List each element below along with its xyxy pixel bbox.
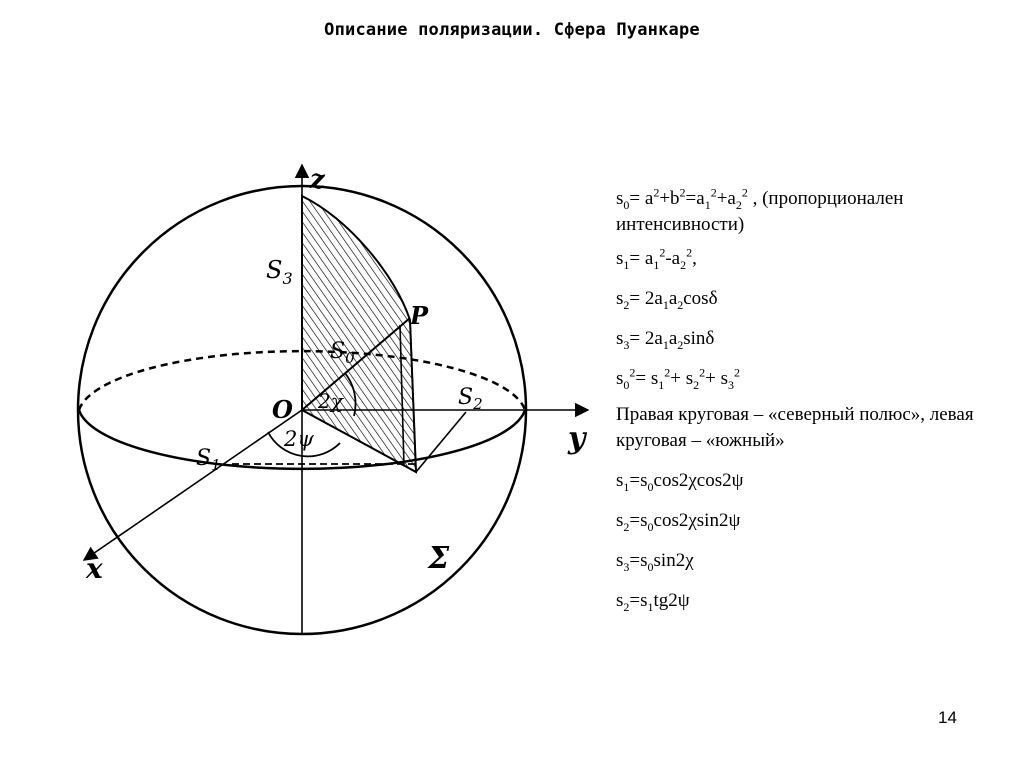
formula-s2: $s_2= 2a_1a_2\cos\delta$ <box>616 288 718 312</box>
hatched-sector <box>302 196 416 472</box>
sigma-label: Σ <box>428 541 450 576</box>
formula-s0-squared: $s_0^2= s_1^2+ s_2^2+ s_3^2$ <box>616 365 740 392</box>
formula-s2-tan: $s_2=s_1tg2\psi$ <box>616 590 690 614</box>
circular-polarization-note: Правая круговая – «северный полюс», левая круговая – «южный» <box>616 404 974 451</box>
formula-s1-angles: $s_1=s_0\cos 2\chi\cos 2\psi$ <box>616 470 744 494</box>
s2-label: $S_2$ <box>458 385 483 413</box>
two-psi-label: 2ψ <box>284 427 314 451</box>
formula-s3: $s_3= 2a_1a_2\sin\delta$ <box>616 328 715 352</box>
formula-list <box>616 186 1016 614</box>
formula-s3-angles: $s_3=s_0\sin 2\chi$ <box>616 550 694 574</box>
formula-s2-angles: $s_2=s_0\cos 2\chi\sin 2\psi$ <box>616 510 741 534</box>
formula-s1: $s_1= a_1^2-a_2^2$, <box>616 245 697 272</box>
z-label: z <box>310 165 325 195</box>
s0-label: $S_0$ <box>330 339 355 367</box>
formula-s0: $s_0= a^2+b^2=a_1^2+a_2^2$ , (пропорционален интенсивности) <box>616 185 904 235</box>
y-label: y <box>568 421 586 456</box>
page-number: 14 <box>938 708 957 727</box>
projection-s2 <box>416 412 466 472</box>
p-label: P <box>410 301 429 330</box>
s3-label: $S_3$ <box>266 256 293 288</box>
slide-title: Описание поляризации. Сфера Пуанкаре <box>324 20 700 40</box>
s1-label: $S_1$ <box>196 446 221 474</box>
two-chi-label: 2χ <box>318 389 343 413</box>
origin-label: O <box>272 395 293 424</box>
x-axis <box>84 410 302 560</box>
x-label: x <box>86 552 103 585</box>
